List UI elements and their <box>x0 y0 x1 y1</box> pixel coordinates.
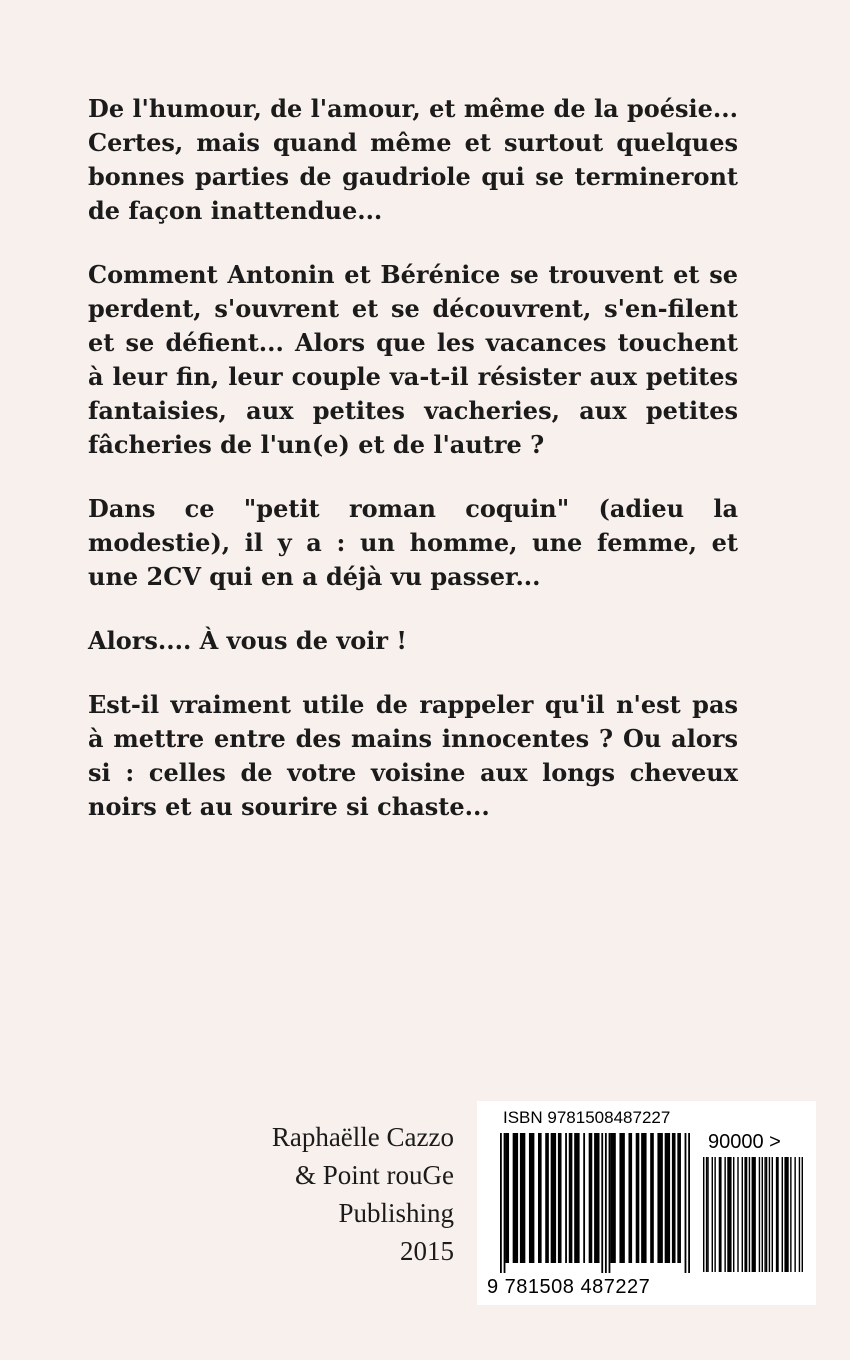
barcode-bar <box>782 1157 783 1272</box>
barcode-bar <box>744 1157 747 1272</box>
barcode-bar <box>605 1133 607 1273</box>
barcode-bar <box>672 1133 676 1263</box>
barcode-bar <box>636 1133 640 1263</box>
barcode-bar <box>551 1133 556 1263</box>
barcode-bar <box>657 1133 662 1263</box>
barcode-bar <box>714 1157 715 1272</box>
barcode-bar <box>759 1157 760 1272</box>
isbn-label: ISBN 9781508487227 <box>503 1108 671 1127</box>
barcode-bar <box>589 1133 593 1263</box>
barcode-bar <box>737 1157 738 1272</box>
blurb-paragraph-4: Alors.... À vous de voir ! <box>88 626 407 655</box>
barcode-digits: 9 781508 487227 <box>487 1276 651 1298</box>
barcode-bar <box>685 1133 687 1273</box>
barcode-bar <box>529 1133 534 1263</box>
barcode-bar <box>784 1157 788 1272</box>
barcode-bar <box>762 1157 763 1272</box>
barcode-bar <box>665 1133 670 1263</box>
barcode-bar <box>703 1157 704 1272</box>
barcode-bar <box>583 1133 585 1263</box>
barcode-bar <box>749 1157 750 1272</box>
barcode-bar <box>565 1133 567 1263</box>
barcode-bar <box>707 1157 708 1272</box>
blurb-paragraph-2: Comment Antonin et Bérénice se trouvent et se perdent, s'ouvrent et se découvrent, s'en-filent et se défient... Alors que les vacances touchent à leur fin, leur couple va-t-il résister aux petites fantaisies, aux petites vacheries, aux petites fâcheries de l'un(e) et de l'autre ? <box>88 260 738 459</box>
barcode-bar <box>513 1133 518 1263</box>
barcode-bar <box>610 1133 615 1263</box>
barcode-bar <box>609 1133 611 1273</box>
barcode-bar <box>719 1157 722 1272</box>
barcode-bar <box>500 1133 502 1273</box>
barcode-bar <box>727 1157 731 1272</box>
barcode-bar <box>569 1133 573 1263</box>
barcode-bar <box>769 1157 770 1272</box>
barcode-bar <box>752 1157 756 1272</box>
barcode-bar <box>520 1133 525 1263</box>
ean13-barcode <box>500 1133 690 1273</box>
barcode-bar <box>594 1133 599 1263</box>
publication-year: 2015 <box>400 1236 454 1266</box>
publisher-imprint <box>272 1118 454 1270</box>
barcode-bar <box>776 1157 779 1272</box>
barcode-bar <box>766 1157 767 1272</box>
barcode-bar <box>790 1157 791 1272</box>
barcode-bar <box>772 1157 773 1272</box>
barcode-bar <box>802 1157 803 1272</box>
publisher-author: Raphaëlle Cazzo <box>271 1122 454 1152</box>
barcode-bar <box>712 1157 713 1272</box>
barcode-bar <box>628 1133 632 1263</box>
blurb-paragraph-5: Est-il vraiment utile de rappeler qu'il n'est pas à mettre entre des mains innocentes ? Ou alors si : celles de votre voisine aux longs cheveux noirs et au sourire si chaste... <box>88 690 738 821</box>
blurb-paragraph-1: De l'humour, de l'amour, et même de la poésie... Certes, mais quand même et surtout quelques bonnes parties de gaudriole qui se termineront de façon inattendue... <box>88 94 738 225</box>
back-cover-blurb <box>88 92 738 854</box>
barcode-bar <box>706 1157 707 1272</box>
barcode-bar <box>794 1157 795 1272</box>
publisher-name-cont: Publishing <box>338 1198 454 1228</box>
publisher-name: & Point rouGe <box>295 1160 454 1190</box>
price-addon-barcode <box>703 1157 803 1272</box>
barcode-bar <box>641 1133 646 1263</box>
barcode-bar <box>545 1133 549 1263</box>
barcode-bar <box>538 1133 542 1263</box>
barcode-bar <box>558 1133 562 1263</box>
barcode-bar <box>504 1133 506 1273</box>
blurb-paragraph-3: Dans ce "petit roman coquin" (adieu la modestie), il y a : un homme, une femme, et une 2CV qui en a déjà vu passer... <box>88 494 738 591</box>
barcode-price-code: 90000 > <box>708 1131 781 1153</box>
barcode-bar <box>677 1133 681 1263</box>
barcode-bar <box>574 1133 579 1263</box>
barcode-bar <box>505 1133 509 1263</box>
barcode-bar <box>764 1157 765 1272</box>
barcode-bar <box>601 1133 603 1273</box>
barcode-bar <box>619 1133 624 1263</box>
barcode-bar <box>742 1157 743 1272</box>
barcode-bar <box>688 1133 690 1273</box>
barcode-bar <box>650 1133 654 1263</box>
barcode-bar <box>799 1157 800 1272</box>
barcode-bar <box>724 1157 725 1272</box>
barcode-bar <box>733 1157 734 1272</box>
